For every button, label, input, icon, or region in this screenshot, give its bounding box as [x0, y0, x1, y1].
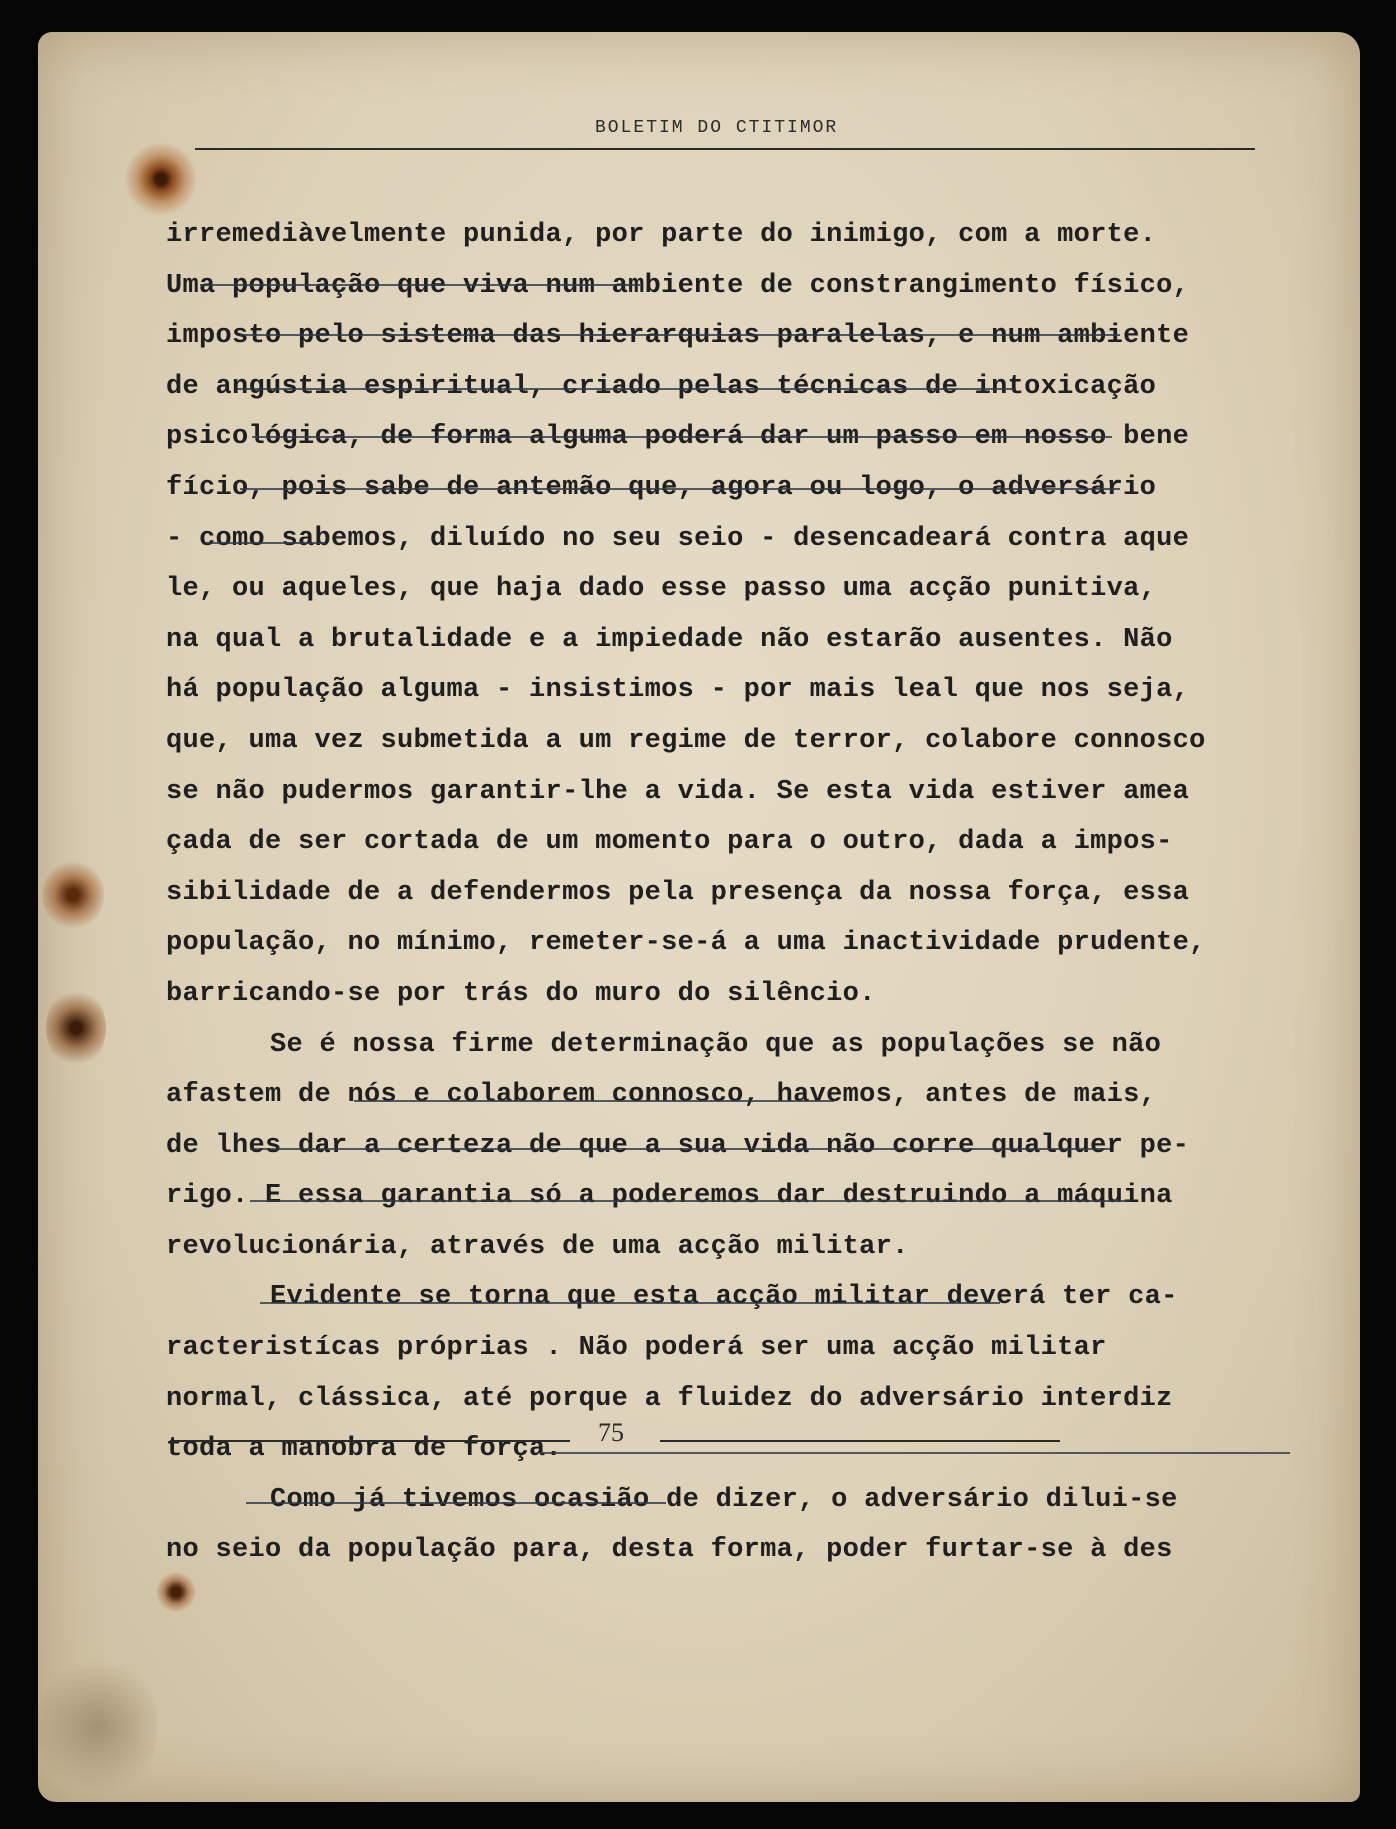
text-line: çada de ser cortada de um momento para o outro, dada a impos-	[166, 827, 1173, 858]
pen-underline	[246, 1502, 666, 1504]
pen-underline	[240, 334, 1120, 336]
text-line: há população alguma - insistimos - por mais leal que nos seja,	[166, 675, 1190, 706]
text-line: de lhes dar a certeza de que a sua vida não corre qualquer pe-	[166, 1130, 1190, 1161]
text-line: Como já tivemos ocasião de dizer, o adversário dilui-se	[270, 1484, 1178, 1515]
text-line: Evidente se torna que esta acção militar deverá ter ca-	[270, 1282, 1178, 1313]
rust-stain	[124, 142, 198, 216]
pen-underline	[206, 542, 326, 544]
pen-underline	[200, 284, 640, 286]
text-line: barricando-se por trás do muro do silêncio.	[166, 978, 876, 1009]
text-line: de angústia espiritual, criado pelas técnicas de intoxicação	[166, 371, 1157, 402]
page-number: 75	[598, 1418, 624, 1447]
text-line: Se é nossa firme determinação que as populações se não	[270, 1029, 1162, 1060]
footer-rule	[660, 1440, 1060, 1442]
footer-rule	[170, 1440, 570, 1442]
pen-underline	[236, 388, 1016, 390]
text-line: que, uma vez submetida a um regime de terror, colabore connosco	[166, 725, 1206, 756]
pen-underline	[250, 1148, 1110, 1150]
pen-underline	[250, 1200, 1130, 1202]
pen-underline	[252, 436, 1112, 438]
text-line: população, no mínimo, remeter-se-á a uma inactividade prudente,	[166, 928, 1206, 959]
text-line: no seio da população para, desta forma, poder furtar-se à des	[166, 1535, 1173, 1566]
pen-underline	[354, 1100, 834, 1102]
pen-underline	[260, 1302, 1000, 1304]
rust-stain	[42, 860, 104, 930]
pen-underline	[240, 488, 1120, 490]
text-line: normal, clássica, até porque a fluidez do adversário interdiz	[166, 1383, 1173, 1414]
text-line: le, ou aqueles, que haja dado esse passo uma acção punitiva,	[166, 574, 1157, 605]
page-footer	[170, 1418, 1260, 1458]
text-line: psicológica, de forma alguma poderá dar um passo em nosso bene	[166, 422, 1190, 453]
text-line: rigo. E essa garantia só a poderemos dar destruindo a máquina	[166, 1181, 1173, 1212]
text-line: toda a manobra de força.	[166, 1434, 563, 1465]
text-line: revolucionária, através de uma acção militar.	[166, 1231, 909, 1262]
rust-stain	[46, 988, 106, 1068]
text-line: sibilidade de a defendermos pela presença da nossa força, essa	[166, 877, 1190, 908]
text-line: Uma população que viva num ambiente de constrangimento físico,	[166, 270, 1190, 301]
text-line: se não pudermos garantir-lhe a vida. Se esta vida estiver amea	[166, 776, 1190, 807]
rust-stain	[156, 1572, 196, 1612]
text-line: fício, pois sabe de antemão que, agora ou logo, o adversário	[166, 472, 1157, 503]
text-line: - como sabemos, diluído no seu seio - desencadeará contra aque	[166, 523, 1190, 554]
text-line: imposto pelo sistema das hierarquias paralelas, e num ambiente	[166, 321, 1190, 352]
paper-stain	[38, 1652, 158, 1802]
running-header	[195, 108, 1255, 150]
text-line: na qual a brutalidade e a impiedade não estarão ausentes. Não	[166, 624, 1173, 655]
text-line: afastem de nós e colaborem connosco, havemos, antes de mais,	[166, 1080, 1157, 1111]
text-line: irremediàvelmente punida, por parte do inimigo, com a morte.	[166, 220, 1157, 250]
header-title: BOLETIM DO CTITIMOR	[595, 118, 839, 138]
text-line: racteristícas próprias . Não poderá ser uma acção militar	[166, 1333, 1107, 1364]
body-text	[166, 210, 1286, 1576]
